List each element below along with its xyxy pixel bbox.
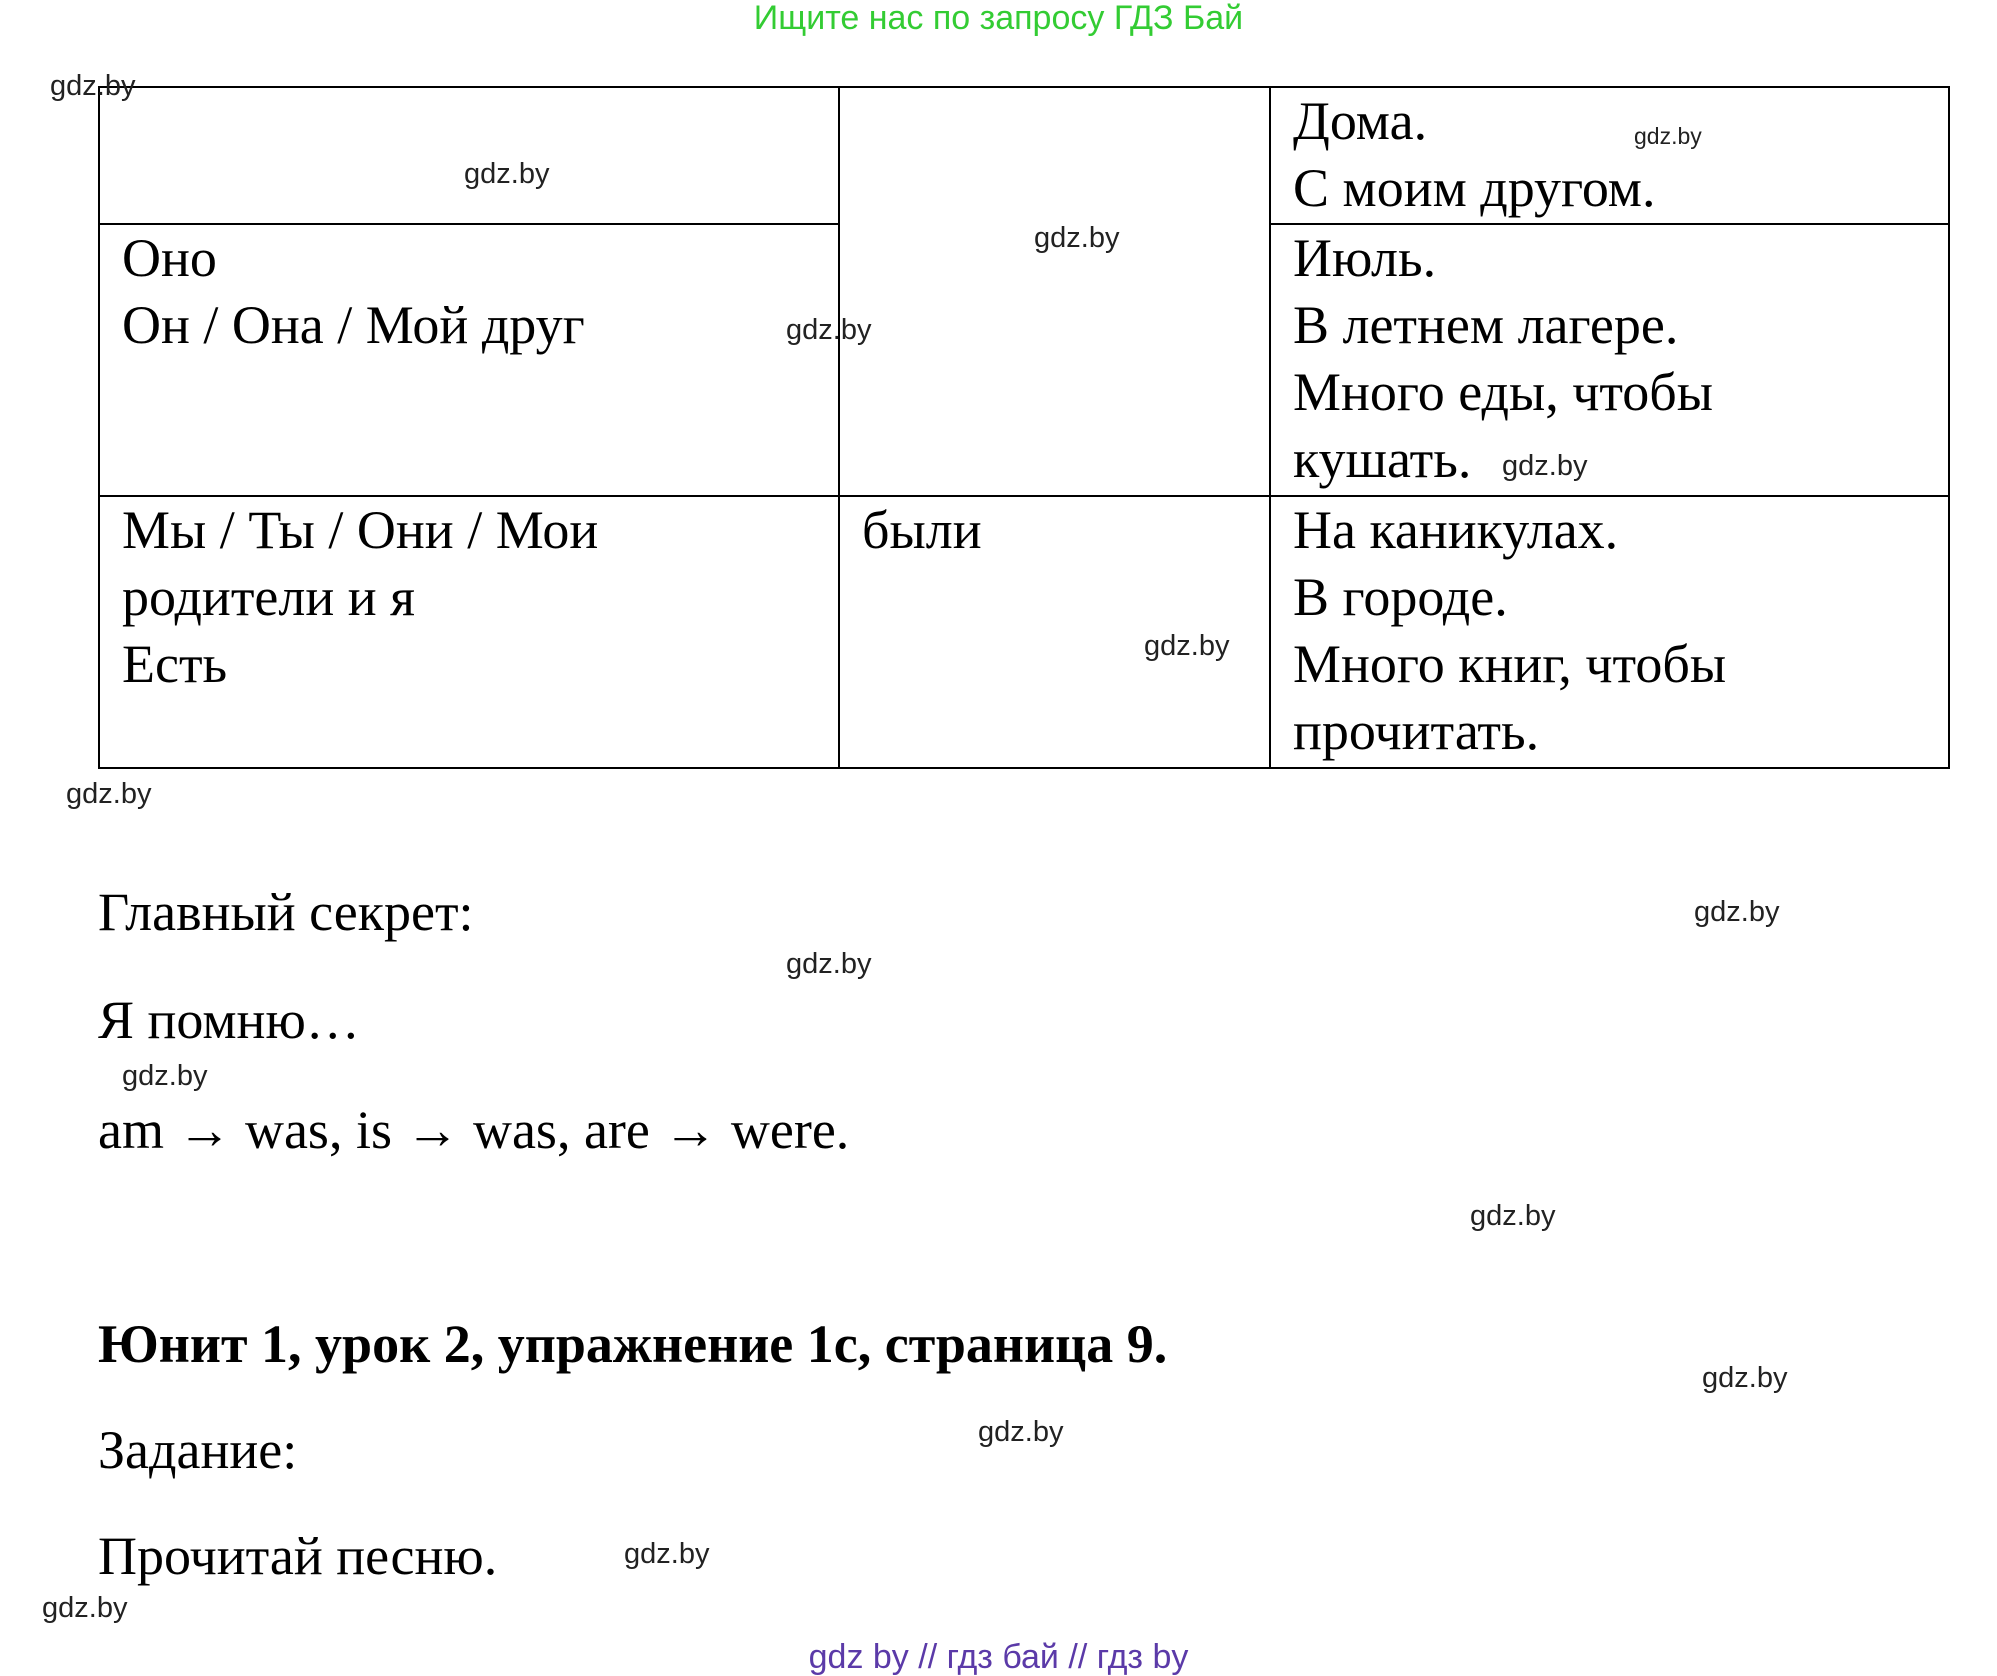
watermark: gdz.by [42,1592,128,1624]
task-label: Задание: [98,1420,298,1480]
rule-text: am → was, is → was, are → were. [98,1100,850,1160]
task-text: Прочитай песню. [98,1526,498,1586]
cell-line-justified [122,497,816,564]
watermark: gdz.by [978,1416,1064,1448]
answer-table [98,86,1950,769]
cell-line: Есть [122,634,228,694]
cell-line: Июль. [1293,228,1437,288]
watermark: gdz.by [786,314,872,346]
table-row [99,87,1949,224]
cell-line: кушать. [1293,429,1472,489]
watermark: gdz.by [1502,450,1588,482]
table-cell [1270,87,1949,224]
cell-line-justified [1293,631,1926,698]
word: Мои [495,500,599,560]
footer-links[interactable]: gdz by // гдз бай // гдз by [808,1638,1189,1676]
table-cell [99,224,839,496]
watermark: gdz.by [464,158,550,190]
word: чтобы [1572,362,1714,422]
watermark: gdz.by [786,948,872,980]
watermark: gdz.by [122,1060,208,1092]
table-cell [99,87,839,224]
watermark: gdz.by [66,778,152,810]
word: Много [1293,362,1445,422]
cell-line-justified [1293,359,1926,426]
word: чтобы [1585,634,1727,694]
watermark: gdz.by [1470,1200,1556,1232]
watermark: gdz.by [624,1538,710,1570]
table-row [99,496,1949,768]
cell-line: Дома. [1293,91,1428,151]
word: / [219,500,235,560]
cell-line: были [862,500,982,560]
word: книг, [1458,634,1572,694]
table-cell [1270,224,1949,496]
watermark: gdz.by [50,70,136,102]
cell-line: В летнем лагере. [1293,295,1679,355]
top-banner[interactable]: Ищите нас по запросу ГДЗ Бай [753,0,1244,37]
word: Они [356,500,454,560]
watermark: gdz.by [1702,1362,1788,1394]
exercise-heading: Юнит 1, урок 2, упражнение 1c, страница 9. [98,1314,1168,1374]
watermark: gdz.by [1144,630,1230,662]
table-cell [839,87,1270,496]
secret-label: Главный секрет: [98,882,474,942]
cell-line: На каникулах. [1293,500,1619,560]
cell-line: С моим другом. [1293,158,1656,218]
word: Мы [122,500,207,560]
watermark: gdz.by [1694,896,1780,928]
word: / [328,500,344,560]
cell-line: Оно [122,228,217,288]
cell-line: прочитать. [1293,701,1540,761]
watermark: gdz.by [1634,123,1702,149]
word: / [467,500,483,560]
cell-line: В городе. [1293,567,1508,627]
cell-line: Он / Она / Мой друг [122,295,585,355]
word: Ты [248,500,315,560]
table-cell [99,496,839,768]
watermark: gdz.by [1034,222,1120,254]
cell-line: родители и я [122,567,415,627]
word: еды, [1458,362,1559,422]
table-cell [1270,496,1949,768]
word: Много [1293,634,1445,694]
remember-label: Я помню… [98,990,360,1050]
